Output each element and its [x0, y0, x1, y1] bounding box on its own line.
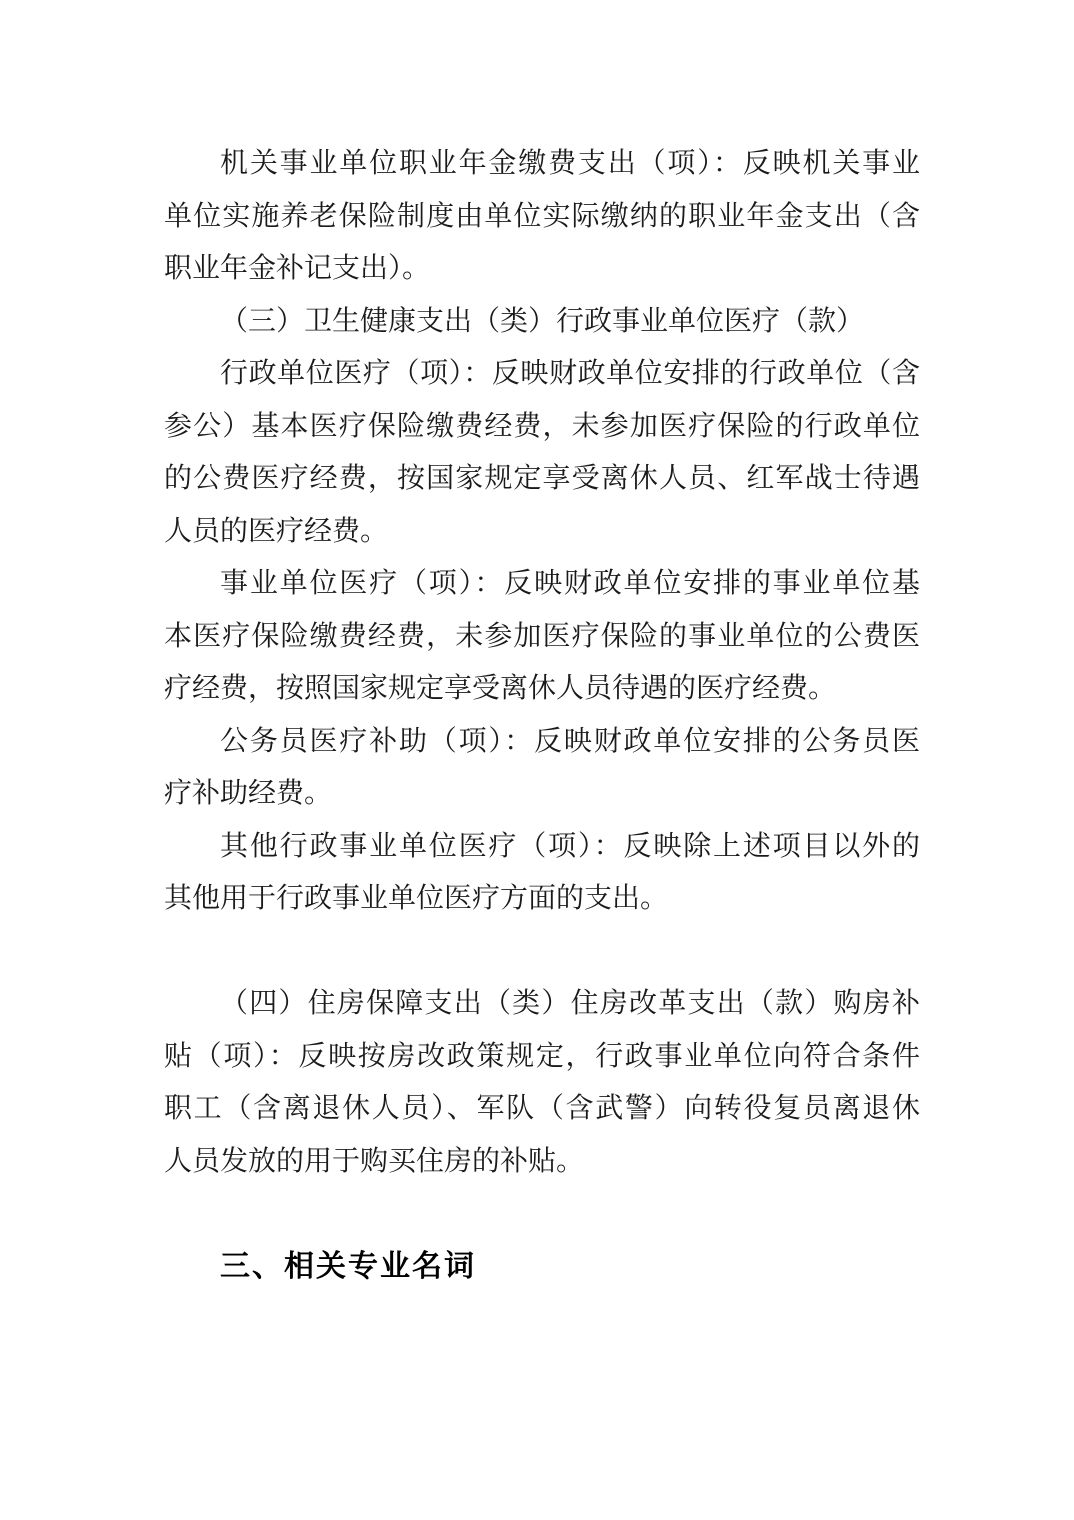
text-line: 参公）基本医疗保险缴费经费，未参加医疗保险的行政单位: [164, 410, 920, 442]
text-line: 职业年金补记支出）。: [164, 253, 431, 284]
text-line: 行政单位医疗（项）：反映财政单位安排的行政单位（含: [220, 358, 920, 389]
text-line: 人员发放的用于购买住房的补贴。: [164, 1145, 585, 1177]
text-line: 职工（含离退休人员）、军队（含武警）向转役复员离退休: [164, 1093, 920, 1124]
body-paragraph: [164, 978, 920, 1188]
text-line: 事业单位医疗（项）：反映财政单位安排的事业单位基: [220, 568, 920, 599]
text-line: （三）卫生健康支出（类）行政事业单位医疗（款）: [220, 305, 865, 337]
text-line: 其他行政事业单位医疗（项）：反映除上述项目以外的: [220, 830, 920, 862]
text-line: 疗经费，按照国家规定享受离休人员待遇的医疗经费。: [164, 673, 837, 704]
text-line: 的公费医疗经费，按国家规定享受离休人员、红军战士待遇: [164, 463, 920, 494]
body-paragraph: [164, 348, 920, 558]
text-line: 疗补助经费。: [164, 778, 333, 809]
body-paragraph: [164, 558, 920, 716]
body-paragraph: [164, 821, 920, 926]
blank-line: [164, 926, 920, 979]
text-line: 人员的医疗经费。: [164, 515, 389, 547]
body-paragraph: [164, 138, 920, 296]
text-line: 贴（项）：反映按房改政策规定，行政事业单位向符合条件: [164, 1040, 920, 1072]
text-line: 机关事业单位职业年金缴费支出（项）：反映机关事业: [220, 148, 920, 179]
text-line: 其他用于行政事业单位医疗方面的支出。: [164, 883, 669, 914]
blank-line: [164, 1188, 920, 1241]
text-line: 单位实施养老保险制度由单位实际缴纳的职业年金支出（含: [164, 200, 920, 232]
body-paragraph: [164, 296, 920, 349]
section-heading: [164, 1241, 920, 1294]
body-paragraph: [164, 716, 920, 821]
text-line: （四）住房保障支出（类）住房改革支出（款）购房补: [220, 988, 920, 1019]
text-line: 公务员医疗补助（项）：反映财政单位安排的公务员医: [220, 725, 920, 757]
text-line: 本医疗保险缴费经费，未参加医疗保险的事业单位的公费医: [164, 620, 920, 652]
text-line: 三、相关专业名词: [220, 1249, 476, 1283]
document-content: [164, 138, 920, 1293]
